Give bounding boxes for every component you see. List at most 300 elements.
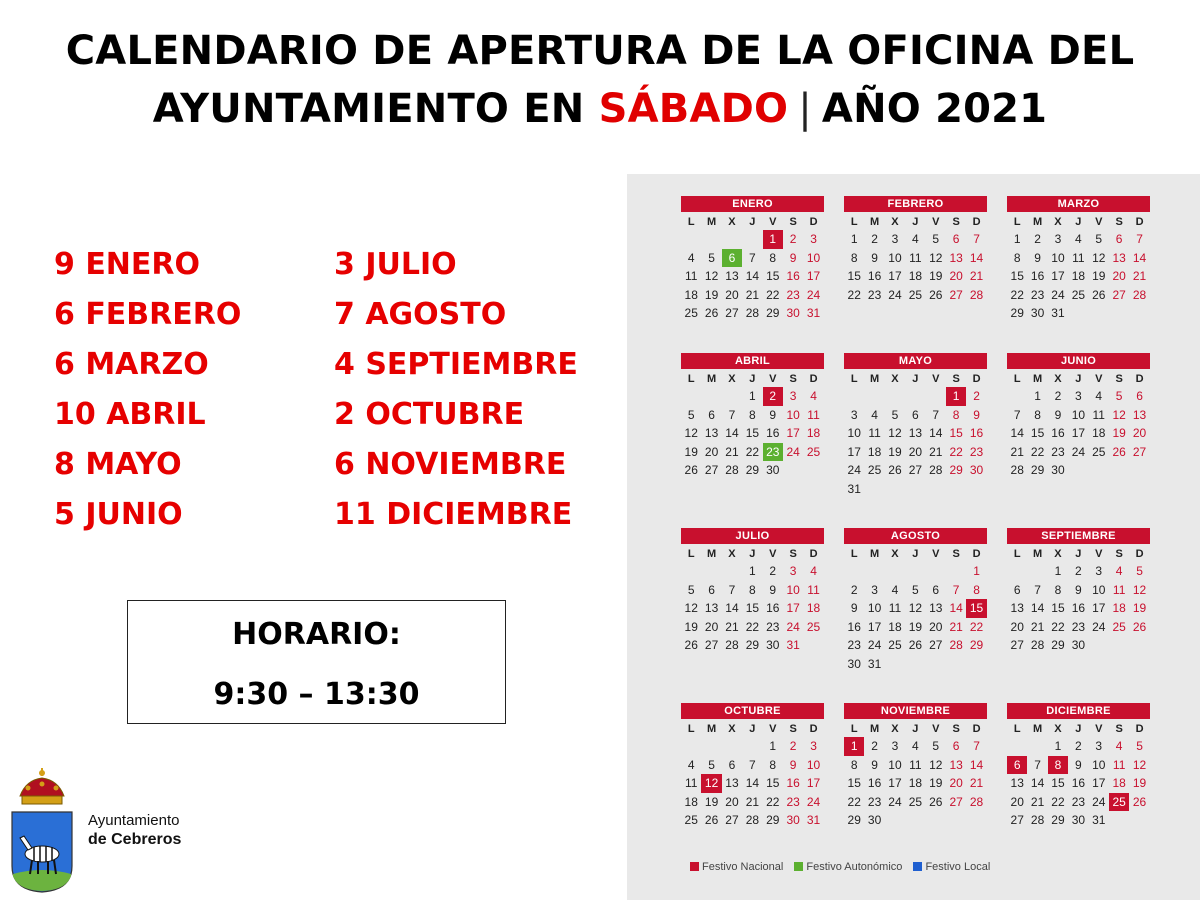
month-enero [681, 196, 824, 323]
day-cell: 2 [1075, 739, 1082, 753]
day-cell: 9 [769, 407, 777, 422]
legend-nacional-swatch [690, 862, 699, 871]
day-cell: 20 [1010, 619, 1024, 634]
day-cell: 16 [1030, 269, 1045, 284]
day-cell: 15 [966, 599, 986, 618]
day-cell: 21 [725, 619, 739, 634]
day-cell: 31 [847, 481, 861, 496]
weekday-header: M [1033, 723, 1043, 735]
empty-cell [885, 562, 905, 581]
date-item: 7 AGOSTO [334, 297, 507, 332]
day-cell: 20 [949, 776, 963, 791]
day-cell: 8 [1013, 250, 1021, 265]
month-header: ENERO [681, 196, 824, 212]
day-cell: 19 [684, 444, 698, 459]
empty-cell [946, 562, 966, 581]
day-cell: 8 [769, 250, 777, 265]
day-cell: 13 [908, 426, 923, 441]
day-cell: 23 [766, 619, 780, 634]
empty-cell [701, 387, 721, 406]
day-cell: 10 [1051, 250, 1065, 265]
legend-autonomico-swatch [794, 862, 803, 871]
date-item: 6 FEBRERO [54, 297, 242, 332]
day-cell: 16 [786, 269, 800, 284]
day-cell: 29 [766, 306, 780, 321]
day-cell: 9 [850, 601, 858, 616]
day-cell: 10 [888, 250, 902, 265]
day-cell: 29 [745, 638, 760, 653]
day-cell: 21 [1132, 269, 1147, 284]
title-line-2-part1: AYUNTAMIENTO EN [152, 86, 585, 132]
empty-cell [844, 387, 864, 406]
day-cell: 28 [929, 463, 943, 478]
day-cell: 19 [1132, 601, 1147, 616]
day-cell: 6 [708, 582, 715, 597]
weekday-header: M [870, 548, 880, 560]
day-cell: 17 [806, 776, 821, 791]
day-cell: 24 [1092, 619, 1106, 634]
day-cell: 18 [806, 426, 821, 441]
month-header: FEBRERO [844, 196, 987, 212]
day-cell: 8 [850, 757, 858, 772]
day-cell: 9 [1075, 582, 1082, 597]
day-cell: 14 [949, 601, 963, 616]
day-cell: 12 [684, 601, 698, 616]
day-cell: 19 [1092, 269, 1106, 284]
day-cell: 6 [952, 232, 960, 246]
day-cell: 3 [1075, 389, 1082, 403]
day-cell: 7 [1013, 407, 1021, 422]
day-cell: 23 [867, 794, 882, 809]
day-cell: 5 [1115, 389, 1123, 403]
weekday-header: J [912, 723, 919, 735]
day-cell: 24 [1092, 794, 1106, 809]
day-cell: 16 [867, 269, 882, 284]
day-cell: 3 [1054, 232, 1062, 246]
day-cell: 7 [749, 757, 756, 772]
title-line-2 [0, 80, 1200, 138]
day-cell: 23 [969, 444, 984, 459]
legend-local-swatch [913, 862, 922, 871]
empty-cell [722, 562, 742, 581]
day-cell: 29 [745, 463, 760, 478]
day-cell: 27 [908, 463, 923, 478]
day-cell: 7 [1136, 232, 1143, 246]
day-cell: 8 [769, 757, 777, 772]
weekday-header: S [952, 216, 960, 228]
day-cell: 22 [847, 287, 861, 302]
day-cell: 1 [763, 230, 783, 249]
day-cell: 27 [1010, 813, 1024, 828]
day-cell: 17 [786, 426, 800, 441]
logo-text-line-1: Ayuntamiento [88, 812, 180, 829]
day-cell: 5 [708, 250, 715, 265]
day-cell: 13 [929, 601, 943, 616]
weekday-header: L [1013, 723, 1021, 735]
day-cell: 16 [1051, 426, 1065, 441]
day-cell: 29 [847, 813, 861, 828]
day-cell: 5 [891, 407, 899, 422]
legend-nacional: Festivo Nacional [690, 861, 783, 873]
weekday-header: L [850, 216, 858, 228]
date-item: 2 OCTUBRE [334, 397, 525, 432]
day-cell: 18 [1112, 776, 1126, 791]
day-cell: 13 [704, 426, 719, 441]
day-cell: 11 [909, 757, 922, 772]
day-cell: 19 [1132, 776, 1147, 791]
empty-cell [1007, 737, 1027, 756]
day-cell: 30 [867, 813, 882, 828]
day-cell: 10 [806, 757, 821, 772]
day-cell: 30 [1051, 463, 1065, 478]
day-cell: 23 [763, 443, 783, 462]
day-cell: 5 [1095, 232, 1103, 246]
title-highlight-sabado: SÁBADO [598, 86, 789, 132]
day-cell: 14 [1030, 776, 1045, 791]
page-title [0, 22, 1200, 138]
day-cell: 1 [844, 737, 864, 756]
weekday-header: D [809, 548, 818, 560]
legend-autonomico: Festivo Autonómico [794, 861, 902, 873]
day-cell: 6 [728, 757, 736, 772]
month-header: JULIO [681, 528, 824, 544]
horario-box [127, 600, 506, 724]
day-cell: 11 [888, 601, 902, 616]
day-cell: 6 [1007, 756, 1027, 775]
day-cell: 2 [871, 739, 878, 753]
day-cell: 11 [1072, 250, 1085, 265]
day-cell: 14 [969, 757, 984, 772]
day-cell: 5 [687, 582, 695, 597]
day-cell: 15 [847, 269, 861, 284]
weekday-header: L [850, 548, 858, 560]
date-item: 3 JULIO [334, 247, 457, 282]
date-item: 4 SEPTIEMBRE [334, 347, 578, 382]
day-cell: 29 [1051, 638, 1065, 653]
day-cell: 19 [704, 794, 719, 809]
day-cell: 21 [1030, 794, 1045, 809]
day-cell: 4 [891, 582, 899, 597]
weekday-header: V [1095, 373, 1103, 385]
day-cell: 10 [867, 601, 882, 616]
day-cell: 25 [1092, 444, 1106, 459]
day-cell: 31 [786, 638, 800, 653]
day-cell: 4 [1075, 232, 1082, 246]
day-cell: 23 [847, 638, 861, 653]
day-cell: 15 [1010, 269, 1024, 284]
day-cell: 8 [1054, 582, 1062, 597]
coat-of-arms-logo [8, 766, 74, 894]
month-junio [1007, 353, 1150, 480]
day-cell: 8 [1048, 756, 1068, 775]
day-cell: 30 [766, 463, 780, 478]
weekday-header: J [1075, 373, 1082, 385]
weekday-header: X [1054, 216, 1062, 228]
day-cell: 1 [973, 564, 980, 578]
day-cell: 6 [932, 582, 940, 597]
day-cell: 7 [973, 739, 980, 753]
date-item: 10 ABRIL [54, 397, 206, 432]
day-cell: 28 [969, 287, 984, 302]
day-cell: 25 [806, 619, 821, 634]
day-cell: 31 [806, 306, 821, 321]
day-cell: 17 [1092, 776, 1106, 791]
weekday-header: V [1095, 723, 1103, 735]
weekday-header: L [1013, 216, 1021, 228]
day-cell: 21 [969, 776, 984, 791]
weekday-header: S [952, 548, 960, 560]
day-cell: 12 [929, 250, 943, 265]
day-cell: 5 [932, 739, 940, 753]
date-item: 5 JUNIO [54, 497, 183, 532]
day-cell: 11 [1112, 582, 1126, 597]
day-cell: 31 [1051, 306, 1065, 321]
weekday-header: V [769, 548, 777, 560]
day-cell: 3 [810, 739, 817, 753]
day-cell: 29 [1030, 463, 1045, 478]
empty-cell [1007, 387, 1027, 406]
month-agosto [844, 528, 987, 674]
date-item: 6 NOVIEMBRE [334, 447, 567, 482]
weekday-header: V [769, 373, 777, 385]
day-cell: 29 [1010, 306, 1024, 321]
day-cell: 22 [745, 444, 760, 459]
day-cell: 5 [932, 232, 940, 246]
day-cell: 13 [1010, 601, 1024, 616]
day-cell: 2 [769, 564, 777, 578]
day-cell: 23 [1071, 794, 1086, 809]
day-cell: 21 [1030, 619, 1045, 634]
day-cell: 20 [929, 619, 943, 634]
day-cell: 10 [806, 250, 821, 265]
empty-cell [722, 737, 742, 756]
day-cell: 3 [789, 564, 797, 578]
day-cell: 7 [1034, 582, 1041, 597]
day-cell: 22 [745, 619, 760, 634]
month-header: AGOSTO [844, 528, 987, 544]
day-cell: 24 [1051, 287, 1065, 302]
empty-cell [681, 230, 701, 249]
weekday-header: D [1135, 548, 1144, 560]
day-cell: 29 [969, 638, 984, 653]
day-cell: 12 [704, 269, 719, 284]
day-cell: 27 [929, 638, 943, 653]
day-cell: 20 [1112, 269, 1126, 284]
day-cell: 26 [929, 287, 943, 302]
day-cell: 3 [891, 739, 899, 753]
weekday-header: J [749, 548, 756, 560]
day-cell: 16 [766, 601, 780, 616]
day-cell: 11 [684, 776, 698, 791]
weekday-header: M [707, 373, 717, 385]
day-cell: 20 [725, 287, 739, 302]
day-cell: 24 [786, 444, 800, 459]
day-cell: 14 [725, 601, 739, 616]
day-cell: 11 [1112, 757, 1126, 772]
weekday-header: M [707, 548, 717, 560]
day-cell: 8 [749, 407, 756, 422]
day-cell: 21 [725, 444, 739, 459]
day-cell: 8 [749, 582, 756, 597]
day-cell: 27 [949, 287, 963, 302]
day-cell: 22 [766, 287, 780, 302]
day-cell: 12 [888, 426, 902, 441]
day-cell: 21 [929, 444, 943, 459]
day-cell: 16 [766, 426, 780, 441]
day-cell: 1 [850, 232, 858, 246]
day-cell: 7 [932, 407, 940, 422]
weekday-header: S [1115, 723, 1123, 735]
day-cell: 29 [949, 463, 963, 478]
day-cell: 15 [847, 776, 861, 791]
day-cell: 7 [1034, 757, 1041, 772]
day-cell: 19 [908, 619, 923, 634]
weekday-header: J [1075, 548, 1082, 560]
day-cell: 21 [1010, 444, 1024, 459]
weekday-header: D [972, 548, 981, 560]
day-cell: 22 [1010, 287, 1024, 302]
day-cell: 19 [684, 619, 698, 634]
empty-cell [864, 387, 884, 406]
day-cell: 15 [745, 426, 760, 441]
weekday-header: J [1075, 723, 1082, 735]
weekday-header: D [1135, 373, 1144, 385]
day-cell: 17 [867, 619, 882, 634]
month-febrero [844, 196, 987, 304]
day-cell: 15 [766, 776, 780, 791]
day-cell: 6 [912, 407, 919, 422]
logo-text-line-2: de Cebreros [88, 831, 182, 848]
weekday-header: M [1033, 548, 1043, 560]
day-cell: 26 [929, 794, 943, 809]
day-cell: 2 [763, 387, 783, 406]
day-cell: 28 [725, 463, 739, 478]
month-header: ABRIL [681, 353, 824, 369]
date-item: 8 MAYO [54, 447, 182, 482]
weekday-header: X [728, 373, 736, 385]
day-cell: 14 [1010, 426, 1024, 441]
day-cell: 30 [1030, 306, 1045, 321]
logo-text [88, 811, 181, 849]
title-separator: | [798, 86, 812, 132]
title-line-1: CALENDARIO DE APERTURA DE LA OFICINA DEL [65, 28, 1135, 74]
month-header: DICIEMBRE [1007, 703, 1150, 719]
weekday-header: S [789, 723, 797, 735]
day-cell: 14 [929, 426, 943, 441]
month-septiembre [1007, 528, 1150, 655]
weekday-header: D [972, 216, 981, 228]
day-cell: 2 [789, 232, 797, 246]
day-cell: 16 [867, 776, 882, 791]
weekday-header: D [972, 723, 981, 735]
month-abril [681, 353, 824, 480]
day-cell: 5 [1136, 739, 1143, 753]
day-cell: 4 [1095, 389, 1103, 403]
day-cell: 4 [687, 757, 695, 772]
day-cell: 10 [786, 407, 800, 422]
weekday-header: J [912, 373, 919, 385]
day-cell: 6 [1115, 232, 1123, 246]
day-cell: 10 [1071, 407, 1086, 422]
date-item: 9 ENERO [54, 247, 201, 282]
day-cell: 2 [1075, 564, 1082, 578]
day-cell: 17 [1071, 426, 1086, 441]
month-header: SEPTIEMBRE [1007, 528, 1150, 544]
day-cell: 13 [704, 601, 719, 616]
weekday-header: V [932, 723, 940, 735]
day-cell: 20 [1010, 794, 1024, 809]
day-cell: 27 [704, 463, 719, 478]
weekday-header: D [809, 373, 818, 385]
weekday-header: L [850, 373, 858, 385]
day-cell: 16 [969, 426, 984, 441]
weekday-header: X [1054, 548, 1062, 560]
empty-cell [1007, 562, 1027, 581]
day-cell: 25 [1109, 793, 1129, 812]
day-cell: 25 [1071, 287, 1086, 302]
weekday-header: X [728, 723, 736, 735]
day-cell: 1 [749, 389, 756, 403]
weekday-header: D [1135, 216, 1144, 228]
day-cell: 17 [1092, 601, 1106, 616]
day-cell: 13 [1112, 250, 1126, 265]
day-cell: 22 [847, 794, 861, 809]
opening-dates-left [54, 242, 241, 542]
day-cell: 26 [908, 638, 923, 653]
day-cell: 24 [847, 463, 861, 478]
title-line-2-part2: AÑO 2021 [821, 86, 1048, 132]
day-cell: 23 [1071, 619, 1086, 634]
day-cell: 30 [786, 813, 800, 828]
weekday-header: X [891, 373, 899, 385]
day-cell: 13 [949, 250, 963, 265]
day-cell: 24 [888, 287, 902, 302]
day-cell: 15 [766, 269, 780, 284]
day-cell: 19 [929, 776, 943, 791]
day-cell: 25 [684, 306, 698, 321]
day-cell: 7 [728, 582, 736, 597]
day-cell: 31 [1092, 813, 1106, 828]
day-cell: 28 [949, 638, 963, 653]
day-cell: 1 [1013, 232, 1021, 246]
weekday-header: V [1095, 216, 1103, 228]
day-cell: 27 [949, 794, 963, 809]
day-cell: 9 [1075, 757, 1082, 772]
day-cell: 22 [1051, 619, 1065, 634]
weekday-header: D [809, 216, 818, 228]
day-cell: 9 [871, 250, 878, 265]
day-cell: 15 [1030, 426, 1045, 441]
day-cell: 5 [708, 757, 715, 772]
month-mayo [844, 353, 987, 499]
day-cell: 22 [969, 619, 984, 634]
month-header: MAYO [844, 353, 987, 369]
day-cell: 21 [745, 794, 760, 809]
day-cell: 26 [684, 638, 698, 653]
day-cell: 19 [929, 269, 943, 284]
crown-icon [20, 768, 64, 804]
horario-label: HORARIO: [232, 617, 401, 652]
weekday-header: V [932, 216, 940, 228]
day-cell: 14 [1132, 250, 1147, 265]
day-cell: 25 [867, 463, 882, 478]
day-cell: 16 [1071, 601, 1086, 616]
empty-cell [864, 562, 884, 581]
day-cell: 16 [847, 619, 861, 634]
month-header: MARZO [1007, 196, 1150, 212]
day-cell: 18 [908, 776, 923, 791]
day-cell: 4 [871, 407, 878, 422]
